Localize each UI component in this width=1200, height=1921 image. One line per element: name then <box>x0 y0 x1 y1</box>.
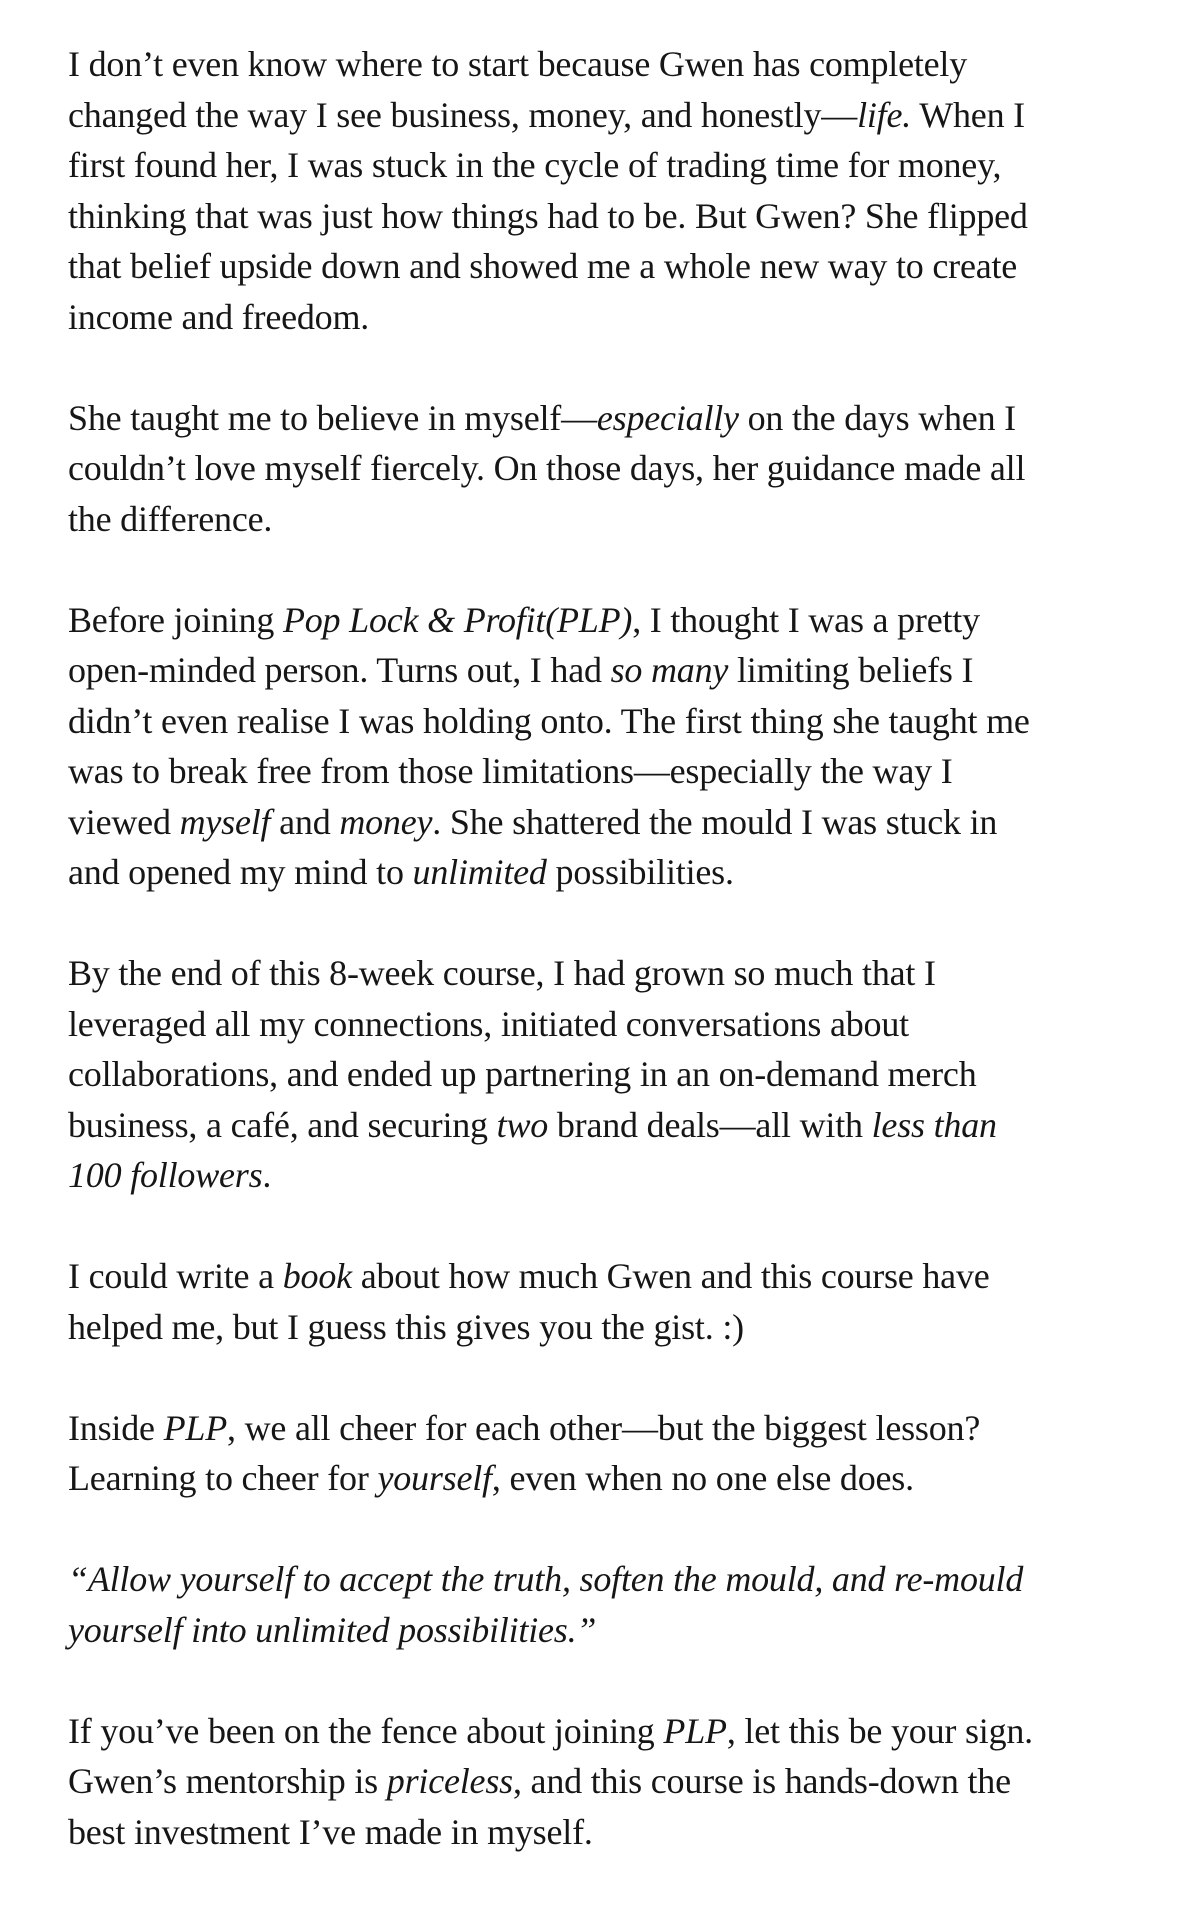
text-line <box>68 999 1188 1050</box>
body-text: limiting beliefs I <box>728 650 974 690</box>
text-line <box>68 494 1188 545</box>
body-text: the difference. <box>68 498 273 539</box>
emphasis-text: “Allow yourself to accept the truth, soften the mould, and re-mould <box>68 1559 1024 1599</box>
text-line <box>68 90 1188 141</box>
text-paragraph <box>68 595 1188 898</box>
body-text: about how much Gwen and this course have <box>351 1256 990 1296</box>
emphasis-text: PLP <box>163 1407 227 1448</box>
emphasis-text: two <box>496 1104 549 1145</box>
emphasis-text: so many <box>610 650 729 690</box>
body-text: viewed <box>68 801 180 842</box>
text-paragraph <box>68 1251 1188 1352</box>
text-line <box>68 1403 1188 1454</box>
body-text: thinking that was just how things had to be. But Gwen? She flipped <box>68 195 1028 236</box>
body-text: , even when no one else does. <box>491 1458 914 1498</box>
emphasis-text: yourself <box>377 1458 492 1498</box>
body-text: When I <box>911 94 1025 135</box>
text-paragraph <box>68 1706 1188 1858</box>
body-text: brand deals—all with <box>548 1104 872 1145</box>
text-line <box>68 797 1188 848</box>
body-text: was to break free from those limitations—especially the way I <box>68 751 953 791</box>
text-line <box>68 393 1188 444</box>
emphasis-text: less than <box>871 1104 997 1145</box>
body-text: leveraged all my connections, initiated conversations about <box>68 1003 909 1044</box>
emphasis-text: unlimited <box>412 852 547 892</box>
body-text: Gwen’s mentorship is <box>68 1761 387 1801</box>
body-text: couldn’t love myself fiercely. On those days, her guidance made all <box>68 448 1026 488</box>
text-line <box>68 1150 1188 1201</box>
body-text: If you’ve been on the fence about joining <box>68 1710 664 1751</box>
text-line <box>68 696 1188 747</box>
text-line <box>68 1251 1188 1302</box>
emphasis-text: money <box>339 801 433 842</box>
emphasis-text: priceless <box>386 1761 513 1801</box>
text-paragraph <box>68 39 1188 342</box>
body-text: Before joining <box>68 599 283 640</box>
emphasis-text: 100 followers <box>68 1155 263 1195</box>
text-paragraph <box>68 393 1188 545</box>
body-text: , I thought I was a pretty <box>632 599 980 640</box>
text-line <box>68 1453 1188 1504</box>
text-paragraph <box>68 948 1188 1201</box>
testimonial-document <box>68 39 1188 1908</box>
text-line <box>68 191 1188 242</box>
text-line <box>68 1100 1188 1151</box>
body-text: that belief upside down and showed me a whole new way to create <box>68 246 1018 286</box>
body-text: Learning to cheer for <box>68 1458 378 1498</box>
body-text: business, a café, and securing <box>68 1104 497 1145</box>
emphasis-text: especially <box>596 397 739 438</box>
body-text: Inside <box>68 1407 164 1448</box>
body-text: open-minded person. Turns out, I had <box>68 650 611 690</box>
text-line <box>68 1756 1188 1807</box>
body-text: She taught me to believe in myself— <box>68 397 597 438</box>
body-text: first found her, I was stuck in the cycle of trading time for money, <box>68 145 1002 185</box>
body-text: , let this be your sign. <box>726 1710 1033 1751</box>
body-text: I could write a <box>68 1256 283 1296</box>
body-text: didn’t even realise I was holding onto. The first thing she taught me <box>68 700 1030 741</box>
body-text: income and freedom. <box>68 296 370 337</box>
body-text: collaborations, and ended up partnering in an on-demand merch <box>68 1054 977 1094</box>
text-line <box>68 140 1188 191</box>
emphasis-text: life. <box>857 94 912 135</box>
body-text: and opened my mind to <box>68 852 413 892</box>
body-text: on the days when I <box>738 397 1016 438</box>
body-text: . <box>262 1155 272 1195</box>
text-line <box>68 595 1188 646</box>
text-line <box>68 241 1188 292</box>
body-text: I don’t even know where to start because Gwen has completely <box>68 44 968 84</box>
text-line <box>68 645 1188 696</box>
emphasis-text: Pop Lock & Profit(PLP) <box>282 599 633 640</box>
text-line <box>68 1605 1188 1656</box>
body-text: changed the way I see business, money, and honestly— <box>68 94 858 135</box>
body-text: , and this course is hands-down the <box>512 1761 1011 1801</box>
text-line <box>68 292 1188 343</box>
text-line <box>68 1302 1188 1353</box>
text-line <box>68 1807 1188 1858</box>
text-line <box>68 746 1188 797</box>
text-line <box>68 1554 1188 1605</box>
emphasis-text: PLP <box>663 1710 727 1751</box>
text-line <box>68 1049 1188 1100</box>
text-line <box>68 847 1188 898</box>
body-text: possibilities. <box>546 852 734 892</box>
body-text: . She shattered the mould I was stuck in <box>432 801 998 842</box>
body-text: and <box>270 801 340 842</box>
emphasis-text: yourself into unlimited possibilities.” <box>68 1609 597 1650</box>
body-text: , we all cheer for each other—but the biggest lesson? <box>227 1407 981 1448</box>
text-paragraph <box>68 1403 1188 1504</box>
emphasis-text: book <box>282 1256 352 1296</box>
quote-paragraph <box>68 1554 1188 1655</box>
body-text: best investment I’ve made in myself. <box>68 1811 593 1852</box>
text-line <box>68 39 1188 90</box>
text-line <box>68 948 1188 999</box>
body-text: helped me, but I guess this gives you the gist. :) <box>68 1306 744 1347</box>
emphasis-text: myself <box>179 801 271 842</box>
text-line <box>68 443 1188 494</box>
text-line <box>68 1706 1188 1757</box>
body-text: By the end of this 8-week course, I had grown so much that I <box>68 953 936 993</box>
